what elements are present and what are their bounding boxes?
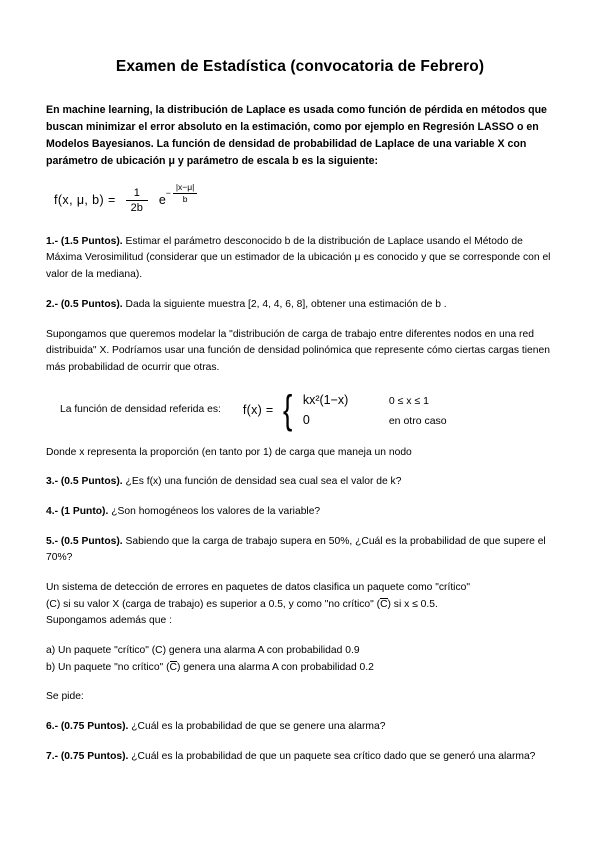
intro-paragraph: En machine learning, la distribución de Laplace es usada como función de pérdida en métodos que buscan minimizar el error absoluto en la estimación, como por ejemplo en Regresión LASSO o en Modelos Bayesianos. La función de densidad de probabilidad de Laplace de una variable X con parámetro de ubicación μ y parámetro de escala b es la siguiente: (46, 104, 547, 168)
piecewise-case-2 (303, 413, 447, 427)
question-4-number: 4.- (1 Punto). (46, 505, 109, 517)
formula-exponent-minus: − (165, 188, 171, 199)
bullet-b-post: ) genera una alarma A con probabilidad 0.2 (176, 661, 374, 673)
formula-lhs: f(x, μ, b) = (54, 193, 116, 208)
question-1-text: Estimar el parámetro desconocido b de la distribución de Laplace usando el Método de Máxima Verosimilitud (considerar que un estimador de la ubicación μ es conocido y que se corresponde con el valor de la mediana). (46, 235, 551, 281)
piecewise-case-1-condition: 0 ≤ x ≤ 1 (388, 394, 429, 407)
formula-exp-base: e (158, 193, 166, 208)
errors-line2-post: ) si x ≤ 0.5. (387, 598, 438, 610)
x-meaning-paragraph: Donde x representa la proporción (en tanto por 1) de carga que maneja un nodo (46, 446, 412, 458)
formula-fraction-denominator: 2b (130, 201, 143, 214)
errors-paragraph-line1: Un sistema de detección de errores en paquetes de datos clasifica un paquete como "crítico" (46, 581, 471, 593)
piecewise-cases (303, 393, 447, 427)
c-complement-overline-b: C (169, 661, 177, 673)
errors-paragraph-line2 (46, 597, 554, 614)
bullet-b (46, 660, 554, 677)
question-6-number: 6.- (0.75 Puntos). (46, 720, 129, 732)
question-7-number: 7.- (0.75 Puntos). (46, 750, 129, 762)
question-4-text: ¿Son homogéneos los valores de la variable? (111, 505, 321, 517)
question-2-text: Dada la siguiente muestra [2, 4, 4, 6, 8], obtener una estimación de b . (125, 298, 447, 310)
formula-exponent-fraction (173, 183, 198, 204)
se-pide-label: Se pide: (46, 691, 84, 703)
formula-exponent-denominator: b (182, 193, 188, 204)
formula-fraction-numerator: 1 (133, 186, 140, 199)
question-3-text: ¿Es f(x) una función de densidad sea cual sea el valor de k? (125, 476, 402, 488)
piecewise-case-1-expression: kx²(1−x) (302, 392, 349, 407)
laplace-density-formula (54, 181, 554, 214)
formula-exponent (166, 183, 198, 204)
piecewise-fx-label: f(x) = (242, 402, 274, 417)
formula-exponent-numerator: |x−μ| (175, 181, 195, 192)
piecewise-brace: { (283, 387, 293, 432)
piecewise-density-formula (60, 387, 554, 432)
errors-line2-pre: (C) si su valor X (carga de trabajo) es superior a 0.5, y como "no crítico" ( (46, 598, 381, 610)
bullet-a: a) Un paquete "crítico" (C) genera una alarma A con probabilidad 0.9 (46, 644, 360, 656)
question-2-number: 2.- (0.5 Puntos). (46, 298, 123, 310)
question-7-text: ¿Cuál es la probabilidad de que un paquete sea crítico dado que se generó una alarma? (131, 750, 536, 762)
question-7 (46, 749, 554, 766)
piecewise-case-2-condition: en otro caso (388, 414, 447, 427)
question-5-number: 5.- (0.5 Puntos). (46, 535, 123, 547)
question-3 (46, 474, 554, 491)
question-2 (46, 297, 554, 314)
piecewise-case-1 (303, 393, 447, 407)
question-6 (46, 719, 554, 736)
question-4 (46, 504, 554, 521)
errors-paragraph-line3: Supongamos además que : (46, 615, 172, 627)
formula-fraction (126, 187, 148, 214)
network-paragraph: Supongamos que queremos modelar la "distribución de carga de trabajo entre diferentes nodos en una red distribuida" X. Podríamos usar una función de densidad polinómica que represente cómo ciertas cargas tienen más probabilidad de ocurrir que otras. (46, 328, 550, 373)
piecewise-case-2-expression: 0 (302, 412, 310, 427)
formula-fraction-bar (126, 200, 148, 201)
question-6-text: ¿Cuál es la probabilidad de que se genere una alarma? (131, 720, 386, 732)
question-5-text: Sabiendo que la carga de trabajo supera en 50%, ¿Cuál es la probabilidad de que supere el 70%? (46, 535, 546, 564)
c-complement-overline: C (380, 598, 388, 610)
bullet-b-pre: b) Un paquete "no crítico" ( (46, 661, 170, 673)
question-5 (46, 534, 554, 567)
piecewise-lead-text: La función de densidad referida es: (60, 404, 221, 416)
page-title: Examen de Estadística (convocatoria de Febrero) (115, 58, 485, 75)
question-1 (46, 234, 554, 284)
question-3-number: 3.- (0.5 Puntos). (46, 476, 123, 488)
question-1-number: 1.- (1.5 Puntos). (46, 235, 123, 247)
